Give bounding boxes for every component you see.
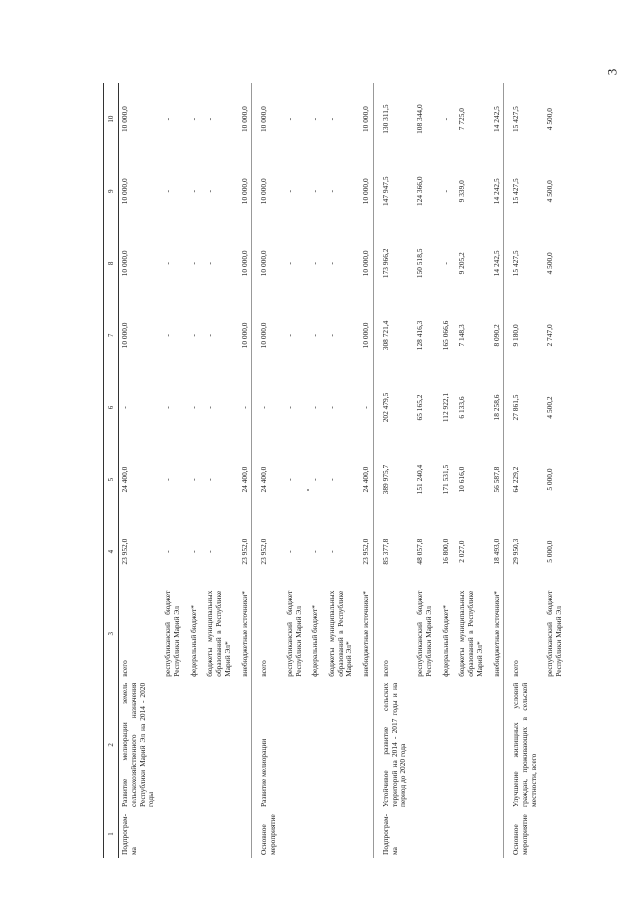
value-cell: 10 000,0 xyxy=(361,106,371,133)
value-cell: 10 000,0 xyxy=(120,178,130,205)
row-type-cell xyxy=(410,810,435,858)
funding-source-cell: всего xyxy=(252,588,280,680)
value-cell: 23 952,0 xyxy=(239,538,249,565)
table-row xyxy=(280,83,305,858)
value-cell: - xyxy=(327,117,336,121)
value-cell: - xyxy=(188,478,198,481)
table-row xyxy=(200,83,234,858)
value-cell: 4 500,0 xyxy=(545,108,555,131)
value-cell: - xyxy=(284,478,294,481)
table-row xyxy=(305,83,322,858)
row-name-cell xyxy=(540,680,565,810)
page-number: 3 xyxy=(604,68,620,76)
value-cell: - xyxy=(188,117,198,121)
value-cell: 14 242,5 xyxy=(491,250,501,277)
value-cell: - xyxy=(440,117,450,121)
value-cell: - xyxy=(327,406,336,409)
value-cell: 48 057,8 xyxy=(415,538,425,565)
funding-source-cell: республиканский бюджет Республики Марий Эл xyxy=(415,590,433,677)
row-type-cell: Основное мероприятие xyxy=(504,810,541,858)
value-cell: 10 616,0 xyxy=(457,466,467,493)
row-type-cell xyxy=(487,810,504,858)
value-cell: - xyxy=(310,334,320,337)
value-cell: 29 950,3 xyxy=(504,516,541,588)
column-header: 2 xyxy=(104,680,119,810)
table-row xyxy=(119,83,158,858)
row-name-cell: Устойчивое развитие сельских территорий на 2014 - 2017 годы и на период до 2020 года xyxy=(373,680,410,810)
value-cell: 10 000,0 xyxy=(239,322,249,349)
funding-source-cell: бюджеты муниципальных образований в Республике Марий Эл* xyxy=(327,590,354,677)
value-cell: 6 133,6 xyxy=(457,396,467,419)
row-name-cell: Развитие мелиорации xyxy=(252,680,280,810)
value-cell: 23 952,0 xyxy=(252,516,280,588)
column-header: 3 xyxy=(104,588,119,680)
value-cell: - xyxy=(310,190,320,193)
value-cell: - xyxy=(284,406,294,409)
value-cell: - xyxy=(327,262,336,265)
funding-source-cell: федеральный бюджет* xyxy=(440,605,450,677)
table-row xyxy=(487,83,504,858)
column-header: 4 xyxy=(104,516,119,588)
row-type-cell xyxy=(452,810,486,858)
row-name-cell xyxy=(158,680,183,810)
funding-source-cell: всего xyxy=(504,588,541,680)
value-cell: - xyxy=(205,406,215,409)
value-cell: 24 400,0 xyxy=(120,466,130,493)
value-cell: - xyxy=(327,478,336,481)
row-type-cell xyxy=(200,810,234,858)
row-name-cell xyxy=(235,680,252,810)
table-header-row xyxy=(104,83,119,858)
value-cell: 7 148,3 xyxy=(457,324,467,347)
value-cell: 202 479,5 xyxy=(373,371,410,443)
value-cell: - xyxy=(205,550,215,553)
column-header: 8 xyxy=(104,227,119,299)
column-header: 10 xyxy=(104,83,119,155)
value-cell: 171 531,5 xyxy=(440,464,450,495)
value-cell: 124 366,0 xyxy=(415,176,425,207)
value-cell: 24 400,0 xyxy=(252,444,280,516)
value-cell: 18 258,6 xyxy=(491,394,501,421)
row-name-cell: Улучшение жилищных условий граждан, проживающих в сельской местности, всего xyxy=(504,680,541,810)
value-cell: 10 000,0 xyxy=(361,178,371,205)
value-cell: 15 427,5 xyxy=(504,155,541,227)
value-cell: 10 000,0 xyxy=(120,250,130,277)
value-cell: - xyxy=(188,334,198,337)
value-cell: - xyxy=(284,550,294,553)
value-cell: 10 000,0 xyxy=(252,155,280,227)
table-row xyxy=(373,83,410,858)
value-cell: 15 427,5 xyxy=(504,83,541,155)
row-type-cell xyxy=(184,810,201,858)
funding-source-cell: федеральный бюджет* xyxy=(310,605,320,677)
funding-source-cell: внебюджетные источники* xyxy=(491,591,501,677)
value-cell: 10 000,0 xyxy=(239,250,249,277)
row-name-cell xyxy=(200,680,234,810)
value-cell: - xyxy=(163,117,173,121)
value-cell: 4 500,0 xyxy=(545,252,555,275)
value-cell: 10 000,0 xyxy=(120,322,130,349)
budget-table xyxy=(103,83,566,858)
rotated-table-container xyxy=(103,83,564,858)
value-cell: - xyxy=(440,262,450,265)
column-header: 5 xyxy=(104,444,119,516)
value-cell: 10 000,0 xyxy=(239,178,249,205)
value-cell: 56 587,8 xyxy=(491,466,501,493)
row-name-cell xyxy=(356,680,373,810)
value-cell: - xyxy=(327,550,336,553)
value-cell: 24 400,0 xyxy=(239,466,249,493)
value-cell: 2 027,0 xyxy=(457,540,467,563)
table-row xyxy=(540,83,565,858)
value-cell: - xyxy=(163,406,173,409)
value-cell: - xyxy=(310,478,320,481)
value-cell: - xyxy=(310,406,320,409)
funding-source-cell: федеральный бюджет* xyxy=(188,605,198,677)
value-cell: 23 952,0 xyxy=(361,538,371,565)
row-type-cell xyxy=(158,810,183,858)
value-cell: 308 721,4 xyxy=(373,299,410,371)
value-cell: 10 000,0 xyxy=(361,250,371,277)
value-cell: 85 377,8 xyxy=(373,516,410,588)
value-cell: - xyxy=(205,478,215,481)
column-header: 6 xyxy=(104,371,119,443)
value-cell: 10 000,0 xyxy=(239,106,249,133)
funding-source-cell: всего xyxy=(120,660,130,677)
value-cell: - xyxy=(310,262,320,265)
value-cell: 23 952,0 xyxy=(120,538,130,565)
value-cell: - xyxy=(188,190,198,193)
table-row xyxy=(235,83,252,858)
value-cell: 389 975,7 xyxy=(373,444,410,516)
value-cell: - xyxy=(205,190,215,193)
value-cell: 24 400,0 xyxy=(361,466,371,493)
value-cell: - xyxy=(188,550,198,553)
value-cell: - xyxy=(163,334,173,337)
value-cell: 173 966,2 xyxy=(373,227,410,299)
value-cell: 10 000,0 xyxy=(252,299,280,371)
value-cell: 10 000,0 xyxy=(120,106,130,133)
value-cell: 7 725,0 xyxy=(457,108,467,131)
value-cell: 4 500,2 xyxy=(545,396,555,419)
table-row xyxy=(452,83,486,858)
value-cell: - xyxy=(163,478,173,481)
value-cell: - xyxy=(361,406,371,409)
table-row xyxy=(322,83,356,858)
funding-source-cell: бюджеты муниципальных образований в Республике Марий Эл* xyxy=(457,590,484,677)
value-cell: - xyxy=(205,117,215,121)
funding-source-cell: бюджеты муниципальных образований в Республике Марий Эл* xyxy=(205,590,232,677)
table-row xyxy=(356,83,373,858)
row-type-cell xyxy=(356,810,373,858)
value-cell: 165 066,6 xyxy=(440,320,450,351)
funding-source-cell: республиканский бюджет Республики Марий Эл xyxy=(545,590,564,677)
value-cell: - xyxy=(284,334,294,337)
value-cell: 8 090,2 xyxy=(491,324,501,347)
funding-source-cell: республиканский бюджет Республики Марий Эл xyxy=(284,590,303,677)
funding-source-cell: внебюджетные источники* xyxy=(239,591,249,677)
value-cell: - xyxy=(284,262,294,265)
value-cell: 15 427,5 xyxy=(504,227,541,299)
table-row xyxy=(252,83,280,858)
value-cell: - xyxy=(188,406,198,409)
row-name-cell xyxy=(322,680,356,810)
row-name-cell: Развитие мелиорации земель сельскохозяйственного назначения Республики Марий Эл на 2014 - 2020 годы xyxy=(120,682,156,807)
row-type-cell: Подпрограм-ма xyxy=(373,810,410,858)
table-row xyxy=(410,83,435,858)
value-cell: 130 311,5 xyxy=(373,83,410,155)
value-cell: - xyxy=(310,550,320,553)
funding-source-cell: всего xyxy=(373,588,410,680)
row-type-cell xyxy=(280,810,305,858)
row-name-cell xyxy=(184,680,201,810)
value-cell: 10 000,0 xyxy=(252,227,280,299)
value-cell: 9 339,0 xyxy=(457,180,467,203)
funding-source-cell: внебюджетные источники* xyxy=(361,591,371,677)
value-cell: - xyxy=(239,406,249,409)
table-row xyxy=(158,83,183,858)
value-cell: - xyxy=(163,190,173,193)
value-cell: - xyxy=(120,406,130,409)
row-type-cell xyxy=(305,810,322,858)
row-name-cell xyxy=(452,680,486,810)
row-name-cell xyxy=(305,680,322,810)
row-type-cell xyxy=(540,810,565,858)
value-cell: - xyxy=(163,550,173,553)
value-cell: 10 000,0 xyxy=(361,322,371,349)
funding-source-cell: республиканский бюджет Республики Марий Эл xyxy=(163,590,181,677)
row-type-cell xyxy=(436,810,453,858)
value-cell: - xyxy=(310,117,320,121)
value-cell: 2 747,0 xyxy=(545,324,555,347)
value-cell: 150 518,5 xyxy=(415,248,425,279)
value-cell: - xyxy=(440,190,450,193)
value-cell: - xyxy=(327,190,336,193)
row-name-cell xyxy=(436,680,453,810)
value-cell: - xyxy=(163,262,173,265)
row-type-cell: Подпрограм-ма xyxy=(120,813,138,855)
value-cell: 151 240,4 xyxy=(415,464,425,495)
value-cell: 14 242,5 xyxy=(491,178,501,205)
value-cell: 4 500,0 xyxy=(545,180,555,203)
value-cell: 27 861,5 xyxy=(504,371,541,443)
value-cell: 108 344,0 xyxy=(415,104,425,134)
value-cell: 10 000,0 xyxy=(252,83,280,155)
column-header: 1 xyxy=(104,810,119,858)
value-cell: - xyxy=(205,334,215,337)
value-cell: 65 165,2 xyxy=(415,394,425,421)
row-type-cell xyxy=(322,810,356,858)
row-type-cell: Основное мероприятие xyxy=(252,810,280,858)
value-cell: 5 000,0 xyxy=(545,540,555,563)
row-name-cell xyxy=(280,680,305,810)
value-cell: 128 416,3 xyxy=(415,320,425,351)
value-cell: 18 493,0 xyxy=(491,538,501,565)
row-type-cell xyxy=(235,810,252,858)
table-row xyxy=(504,83,541,858)
value-cell: - xyxy=(205,262,215,265)
value-cell: 16 800,0 xyxy=(440,538,450,565)
value-cell: - xyxy=(327,334,336,337)
row-name-cell xyxy=(487,680,504,810)
value-cell: 112 922,1 xyxy=(440,392,450,423)
value-cell: - xyxy=(284,117,294,121)
table-body xyxy=(119,83,566,858)
column-header: 9 xyxy=(104,155,119,227)
value-cell: 64 229,2 xyxy=(504,444,541,516)
value-cell: - xyxy=(188,262,198,265)
table-row xyxy=(184,83,201,858)
value-cell: 147 947,5 xyxy=(373,155,410,227)
row-name-cell xyxy=(410,680,435,810)
value-cell: - xyxy=(252,371,280,443)
value-cell: 9 205,2 xyxy=(457,252,467,275)
value-cell: - xyxy=(284,190,294,193)
table-row xyxy=(436,83,453,858)
value-cell: 9 180,0 xyxy=(504,299,541,371)
value-cell: 5 000,0 xyxy=(545,468,555,491)
column-header: 7 xyxy=(104,299,119,371)
value-cell: 14 242,5 xyxy=(491,106,501,133)
